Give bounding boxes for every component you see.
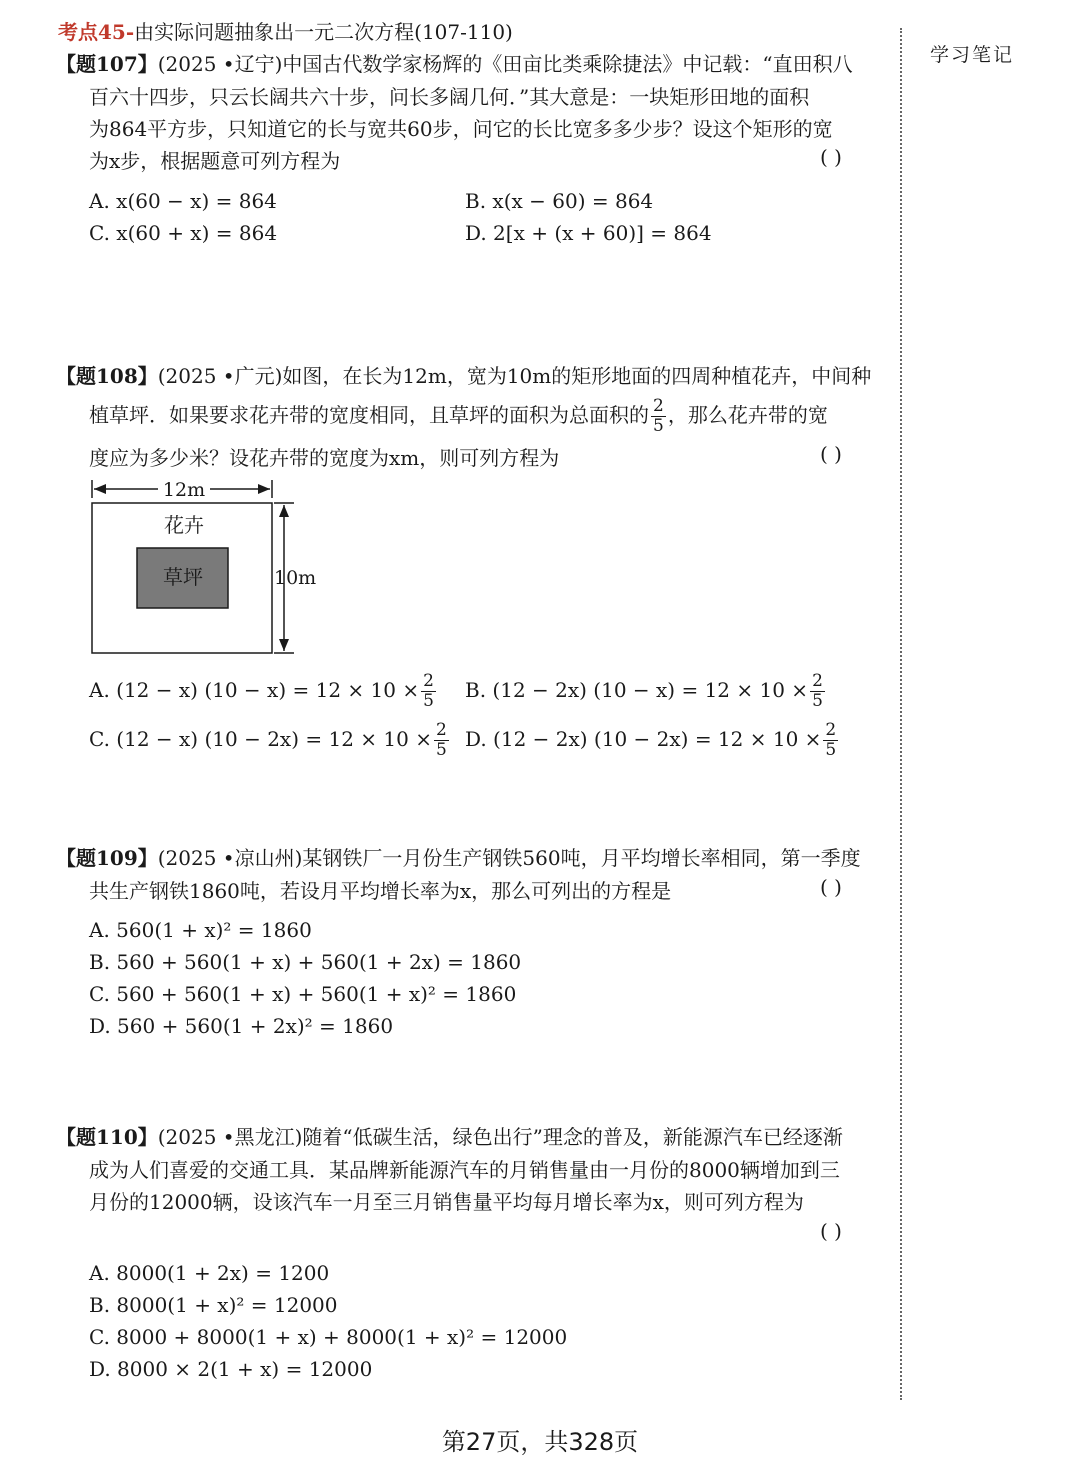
section-title: 由实际问题抽象出一元二次方程(107-110) (134, 20, 513, 44)
q108-option-b-den: 5 (812, 691, 823, 711)
q108-option-d-den: 5 (825, 740, 837, 760)
q107-line1 (56, 48, 853, 80)
q110-label: 【题110】 (56, 1125, 158, 1149)
notes-label: 学习笔记 (930, 44, 1015, 66)
q110-option-b: B. 8000(1 + x)² = 12000 (89, 1293, 338, 1317)
width-arrowhead-right (258, 484, 270, 494)
q109-line1 (56, 842, 861, 874)
q108-option-a-den: 5 (423, 691, 434, 711)
height-label: 10m (274, 567, 317, 589)
q108-text2a: 植草坪．如果要求花卉带的宽度相同，且草坪的面积为总面积的 (89, 403, 649, 427)
height-arrowhead-top (279, 505, 289, 517)
q109-option-d: D. 560 + 560(1 + 2x)² = 1860 (89, 1014, 394, 1038)
q109-source: (2025 •凉山州) (157, 846, 303, 870)
q109-label: 【题109】 (56, 846, 158, 870)
q107-option-c: C. x(60 + x) = 864 (89, 221, 278, 245)
q110-line3: 月份的12000辆，设该汽车一月至三月销售量平均每月增长率为x，则可列方程为 (89, 1190, 804, 1214)
q108-option-a-frac (421, 672, 436, 711)
q108-line2 (89, 393, 828, 437)
q109-line2: 共生产钢铁1860吨，若设月平均增长率为x，那么可列出的方程是 (89, 879, 672, 903)
q108-option-c-num: 2 (435, 720, 447, 740)
q108-figure (84, 476, 324, 660)
q108-option-c-den: 5 (435, 740, 447, 760)
q108-frac-num: 2 (653, 396, 664, 416)
q108-frac-den: 5 (653, 416, 664, 436)
q107-option-a: A. x(60 − x) = 864 (89, 189, 277, 213)
q108-option-c-frac (434, 721, 449, 760)
q108-option-a-num: 2 (423, 671, 434, 691)
q110-source: (2025 •黑龙江) (157, 1125, 303, 1149)
q109-option-c: C. 560 + 560(1 + x) + 560(1 + x)² = 1860 (89, 982, 517, 1006)
q108-option-d-num: 2 (825, 720, 837, 740)
page-footer: 第27页，共328页 (441, 1428, 639, 1456)
q108-option-b-text: B. (12 − 2x) (10 − x) = 12 × 10 × (465, 678, 809, 702)
outer-label: 花卉 (164, 513, 204, 537)
q107-option-d: D. 2[x + (x + 60)] = 864 (465, 221, 712, 245)
q107-answer-paren: ( ) (820, 145, 842, 169)
q108-option-b-num: 2 (812, 671, 823, 691)
q108-option-a-text: A. (12 − x) (10 − x) = 12 × 10 × (89, 678, 420, 702)
q110-option-d: D. 8000 × 2(1 + x) = 12000 (89, 1357, 373, 1381)
q109-text1: 某钢铁厂一月份生产钢铁560吨，月平均增长率相同，第一季度 (302, 846, 861, 870)
section-header (58, 16, 513, 48)
q110-line1 (56, 1121, 843, 1153)
q109-option-b: B. 560 + 560(1 + x) + 560(1 + 2x) = 1860 (89, 950, 522, 974)
q108-answer-paren: ( ) (820, 442, 842, 466)
q108-option-d-frac (823, 721, 838, 760)
q107-source: (2025 •辽宁) (157, 52, 283, 76)
inner-label: 草坪 (163, 565, 203, 589)
sidebar-divider (900, 28, 902, 1400)
q107-line3: 为864平方步，只知道它的长与宽共60步，问它的长比宽多多少步？设这个矩形的宽 (89, 117, 833, 141)
height-arrowhead-bottom (279, 639, 289, 651)
q108-option-c (89, 717, 451, 761)
section-tag: 考点45- (58, 20, 135, 44)
width-label: 12m (162, 479, 206, 501)
q108-option-b-frac (810, 672, 825, 711)
q107-text1: 中国古代数学家杨辉的《田亩比类乘除捷法》中记载：“直田积八 (282, 52, 853, 76)
q109-option-a: A. 560(1 + x)² = 1860 (89, 918, 312, 942)
q110-option-c: C. 8000 + 8000(1 + x) + 8000(1 + x)² = 12000 (89, 1325, 568, 1349)
q110-option-a: A. 8000(1 + 2x) = 1200 (89, 1261, 330, 1285)
q108-line3: 度应为多少米？设花卉带的宽度为xm，则可列方程为 (89, 446, 560, 470)
q108-fraction (651, 397, 666, 436)
q108-option-c-text: C. (12 − x) (10 − 2x) = 12 × 10 × (89, 727, 432, 751)
q108-option-d (465, 717, 840, 761)
q109-answer-paren: ( ) (820, 875, 842, 899)
q108-option-d-text: D. (12 − 2x) (10 − 2x) = 12 × 10 × (465, 727, 822, 751)
q110-line2: 成为人们喜爱的交通工具．某品牌新能源汽车的月销售量由一月份的8000辆增加到三 (89, 1158, 840, 1182)
q107-label: 【题107】 (56, 52, 158, 76)
q108-text1: 如图，在长为12m，宽为10m的矩形地面的四周种植花卉，中间种 (282, 364, 872, 388)
q107-line4: 为x步，根据题意可列方程为 (89, 149, 341, 173)
width-arrowhead-left (94, 484, 106, 494)
q110-answer-paren: ( ) (820, 1219, 842, 1243)
q108-option-b (465, 668, 827, 712)
q108-label: 【题108】 (56, 364, 158, 388)
q107-option-b: B. x(x − 60) = 864 (465, 189, 654, 213)
q108-source: (2025 •广元) (157, 364, 283, 388)
q108-line1 (56, 360, 871, 392)
q108-text2b: ，那么花卉带的宽 (667, 403, 828, 427)
q110-text1: 随着“低碳生活，绿色出行”理念的普及，新能源汽车已经逐渐 (302, 1125, 843, 1149)
q108-option-a (89, 668, 438, 712)
q107-line2: 百六十四步，只云长阔共六十步，问长多阔几何．”其大意是：一块矩形田地的面积 (89, 85, 810, 109)
